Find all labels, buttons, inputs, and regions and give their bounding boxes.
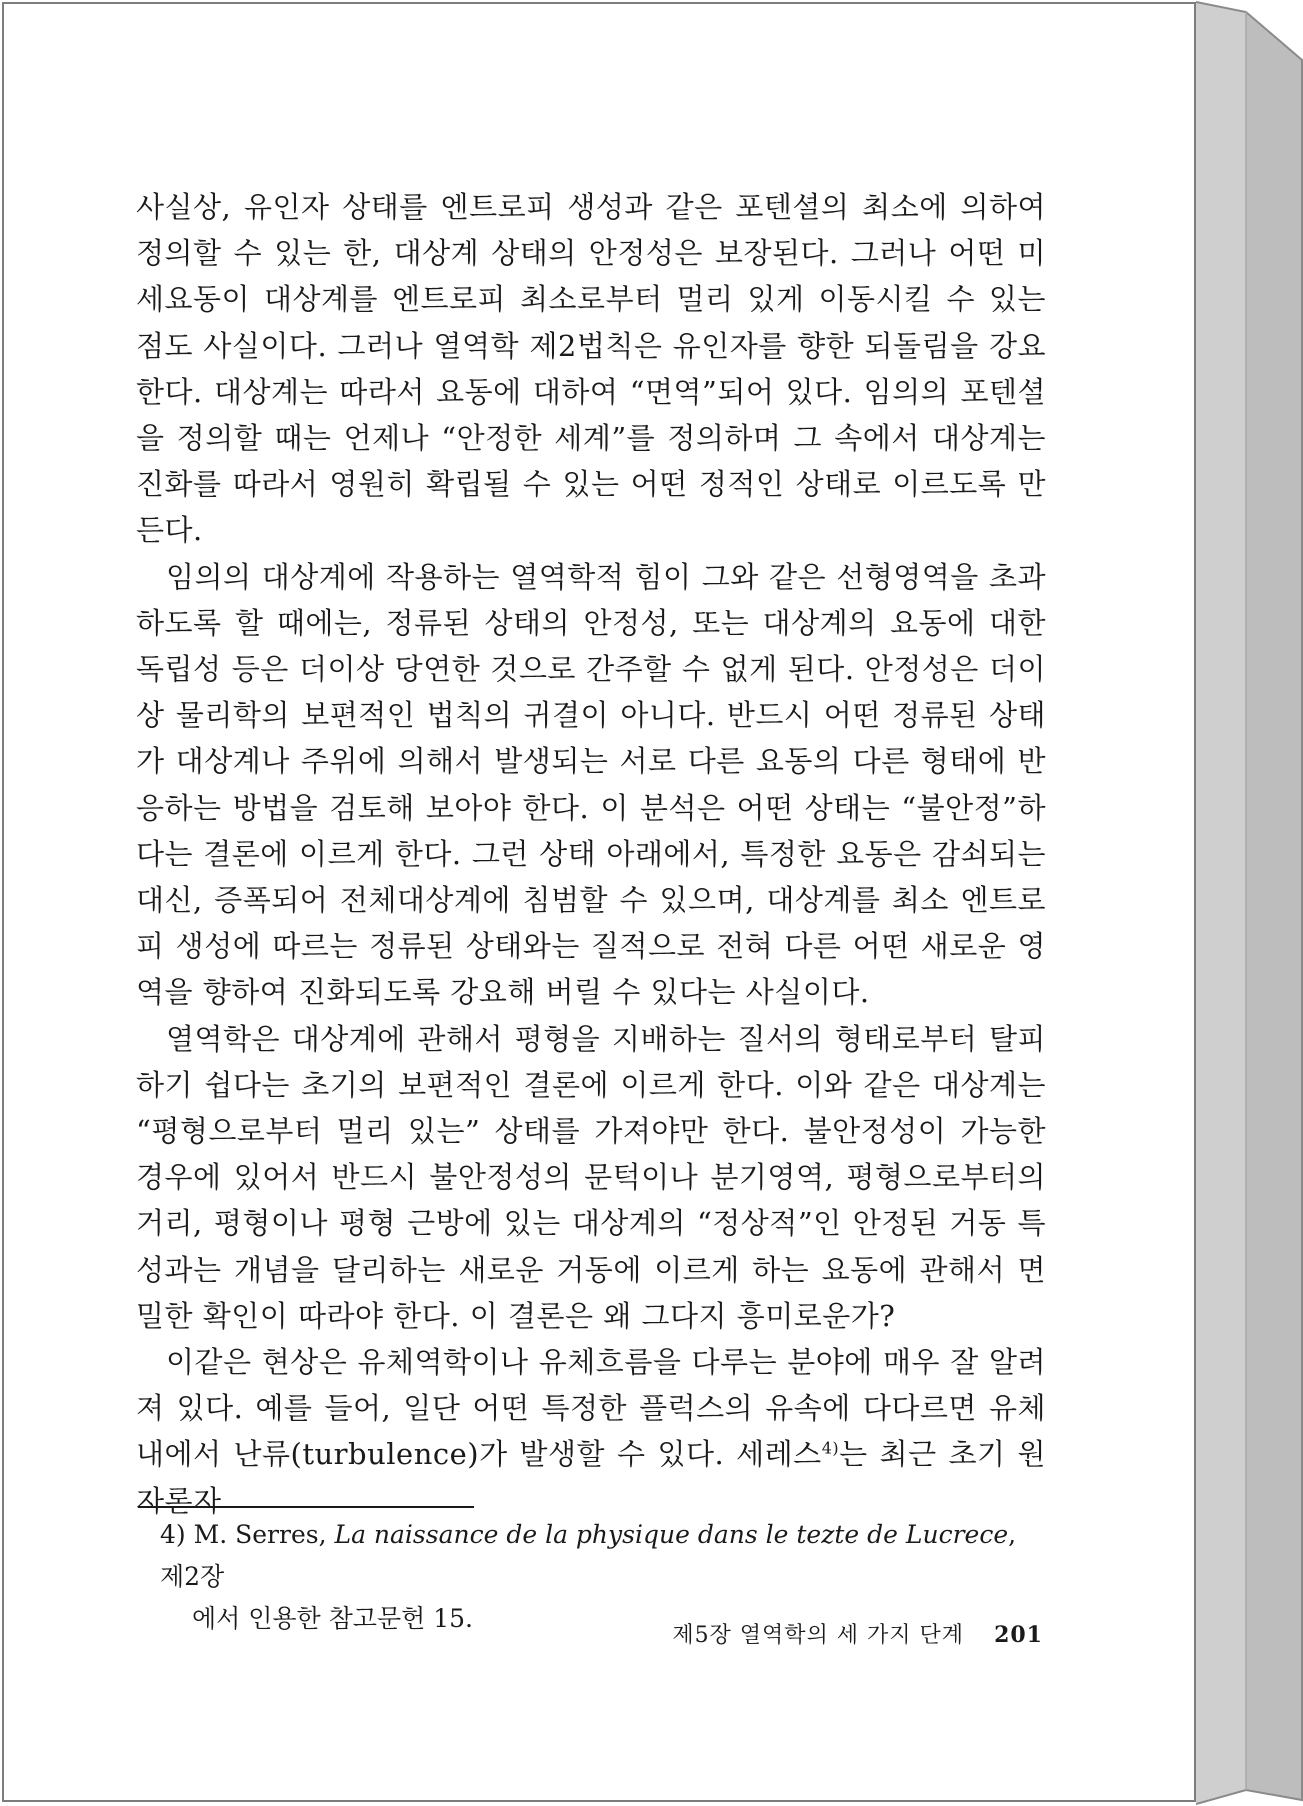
footnote-suffix: , 제2장	[160, 1520, 1017, 1591]
footnote-author: M. Serres,	[193, 1520, 327, 1549]
body-text	[136, 184, 1046, 1524]
footnote-title: La naissance de la physique dans le tezte de Lucrece	[334, 1520, 1009, 1549]
paragraph-4-text: 이같은 현상은 유체역학이나 유체흐름을 다루는 분야에 매우 잘 알려져 있다. 예를 들어, 일단 어떤 특정한 플럭스의 유속에 다다르면 유체 내에서 난류(turbulence)가 발생할 수 있다. 세레스	[136, 1345, 1046, 1472]
footnote-line-2: 에서 인용한 참고문헌 15.	[192, 1604, 473, 1633]
footnote-divider	[138, 1506, 474, 1508]
footnote-marker: 4)	[821, 1438, 840, 1458]
footnote-number: 4)	[160, 1520, 186, 1549]
page-number: 201	[994, 1622, 1043, 1648]
paragraph-1: 사실상, 유인자 상태를 엔트로피 생성과 같은 포텐셜의 최소에 의하여 정의할 수 있는 한, 대상계 상태의 안정성은 보장된다. 그러나 어떤 미세요동이 대상계를 엔트로피 최소로부터 멀리 있게 이동시킬 수 있는 점도 사실이다. 그러나 열역학 제2법칙은 유인자를 향한 되돌림을 강요한다. 대상계는 따라서 요동에 대하여 “면역”되어 있다. 임의의 포텐셜을 정의할 때는 언제나 “안정한 세계”를 정의하며 그 속에서 대상계는 진화를 따라서 영원히 확립될 수 있는 어떤 정적인 상태로 이르도록 만든다.	[136, 190, 1046, 548]
footer-chapter-title: 제5장 열역학의 세 가지 단계	[672, 1623, 965, 1648]
paragraph-3: 열역학은 대상계에 관해서 평형을 지배하는 질서의 형태로부터 탈피하기 쉽다는 초기의 보편적인 결론에 이르게 한다. 이와 같은 대상계는 “평형으로부터 멀리 있는” 상태를 가져야만 한다. 불안정성이 가능한 경우에 있어서 반드시 불안정성의 문턱이나 분기영역, 평형으로부터의 거리, 평형이나 평형 근방에 있는 대상계의 “정상적”인 안정된 거동 특성과는 개념을 달리하는 새로운 거동에 이르게 하는 요동에 관해서 면밀한 확인이 따라야 한다. 이 결론은 왜 그다지 흥미로운가?	[136, 1021, 1046, 1333]
paragraph-4-continuation: 는 최근 초기 원자론자	[136, 1437, 1046, 1518]
page-stack-edge	[1196, 0, 1303, 1806]
running-footer	[672, 1618, 1043, 1649]
paragraph-4	[136, 1339, 1046, 1524]
paragraph-2: 임의의 대상계에 작용하는 열역학적 힘이 그와 같은 선형영역을 초과하도록 할 때에는, 정류된 상태의 안정성, 또는 대상계의 요동에 대한 독립성 등은 더이상 당연한 것으로 간주할 수 없게 된다. 안정성은 더이상 물리학의 보편적인 법칙의 귀결이 아니다. 반드시 어떤 정류된 상태가 대상계나 주위에 의해서 발생되는 서로 다른 요동의 다른 형태에 반응하는 방법을 검토해 보아야 한다. 이 분석은 어떤 상태는 “불안정”하다는 결론에 이르게 한다. 그런 상태 아래에서, 특정한 요동은 감쇠되는 대신, 증폭되어 전체대상계에 침범할 수 있으며, 대상계를 최소 엔트로피 생성에 따르는 정류된 상태와는 질적으로 전혀 다른 어떤 새로운 영역을 향하여 진화되도록 강요해 버릴 수 있다는 사실이다.	[136, 559, 1046, 1010]
